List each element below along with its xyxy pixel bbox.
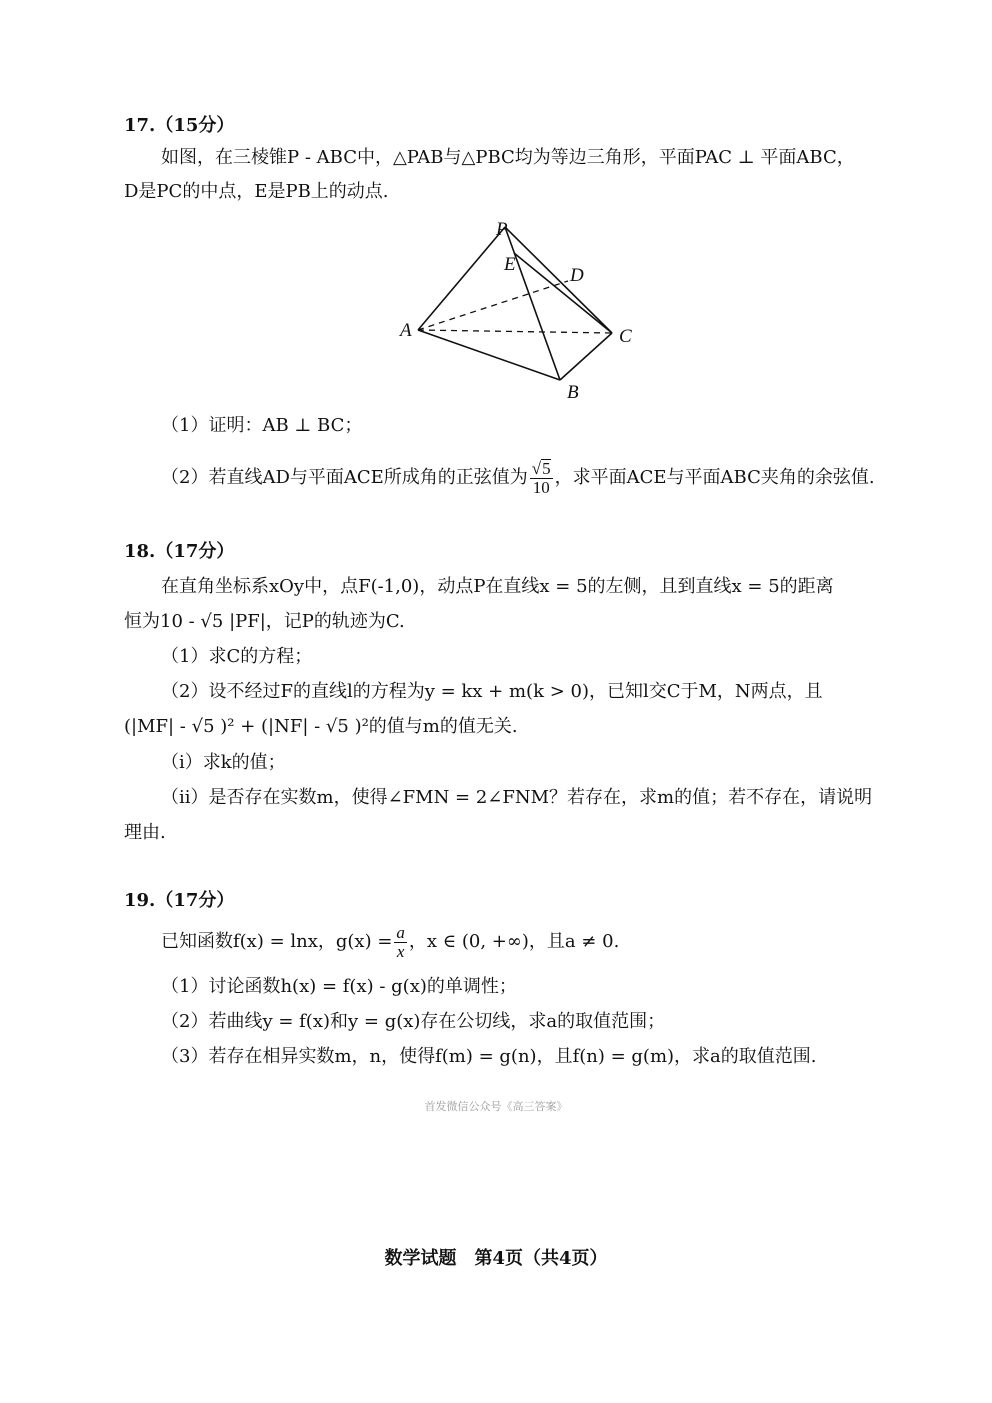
segment-AE [418, 253, 514, 330]
q18-sub-i: （i）求k的值； [161, 752, 286, 773]
label-E: E [504, 254, 516, 275]
q17-intro-line1: 如图，在三棱锥P - ABC中，△PAB与△PBC均为等边三角形，平面PAC ⊥ 平面ABC， [161, 147, 855, 168]
label-C: C [619, 326, 632, 347]
q17-intro-line2: D是PC的中点，E是PB上的动点. [124, 181, 389, 202]
q18-part2-line1: （2）设不经过F的直线l的方程为y = kx + m(k > 0)，已知l交C于M，N两点，且 [161, 681, 823, 702]
watermark: 首发微信公众号《高三答案》 [424, 1100, 568, 1113]
q17-header: 17.（15分） [124, 115, 235, 136]
edge-PA [418, 227, 505, 330]
label-P: P [496, 219, 508, 240]
edge-BC [560, 333, 612, 380]
q19-part1: （1）讨论函数h(x) = f(x) - g(x)的单调性； [161, 976, 517, 997]
q17-part2-after: ，求平面ACE与平面ABC夹角的余弦值. [554, 467, 875, 488]
tetrahedron-figure [390, 215, 650, 405]
edge-AC-hidden [418, 330, 612, 333]
q18-sub-ii-line2: 理由. [124, 822, 166, 843]
sqrt5-over-10-fraction: $\frac{√5}{10}$ [531, 459, 551, 497]
q17-frac-num: 5 [542, 459, 551, 478]
segment-AD-hidden [418, 281, 568, 330]
q19-header: 19.（17分） [124, 890, 235, 911]
q17-part2-before: （2）若直线AD与平面ACE所成角的正弦值为 [161, 467, 528, 488]
edge-PB [505, 227, 560, 380]
q17-part2 [161, 458, 875, 498]
label-B: B [567, 382, 579, 403]
q18-part2-line2: (|MF| - √5 )² + (|NF| - √5 )²的值与m的值无关. [124, 716, 518, 737]
q19-intro [161, 922, 619, 962]
q19-intro-after: ，x ∈ (0, +∞)，且a ≠ 0. [408, 931, 620, 952]
page-footer: 数学试题 第4页（共4页） [384, 1248, 608, 1269]
q19-part3: （3）若存在相异实数m，n，使得f(m) = g(n)，且f(n) = g(m)，求a的取值范围. [161, 1046, 817, 1067]
q19-frac-den: x [396, 941, 405, 961]
edge-PC [505, 227, 612, 333]
q18-intro-line1: 在直角坐标系xOy中，点F(-1,0)，动点P在直线x = 5的左侧，且到直线x = 5的距离 [161, 576, 834, 597]
q18-sub-ii-line1: （ii）是否存在实数m，使得∠FMN = 2∠FNM？若存在，求m的值；若不存在，请说明 [161, 787, 873, 808]
q19-intro-before: 已知函数f(x) = lnx，g(x) = [161, 931, 393, 952]
label-D: D [570, 265, 584, 286]
a-over-x-fraction [394, 924, 407, 961]
q17-part1: （1）证明：AB ⊥ BC； [161, 415, 363, 436]
edge-AB [418, 330, 560, 380]
q18-header: 18.（17分） [124, 541, 235, 562]
q17-frac-den: 10 [532, 478, 550, 497]
label-A: A [400, 320, 412, 341]
q19-frac-num: a [396, 922, 405, 942]
q19-part2: （2）若曲线y = f(x)和y = g(x)存在公切线，求a的取值范围； [161, 1011, 666, 1032]
q18-intro-line2: 恒为10 - √5 |PF|，记P的轨迹为C. [124, 611, 405, 632]
q18-part1: （1）求C的方程； [161, 646, 313, 667]
